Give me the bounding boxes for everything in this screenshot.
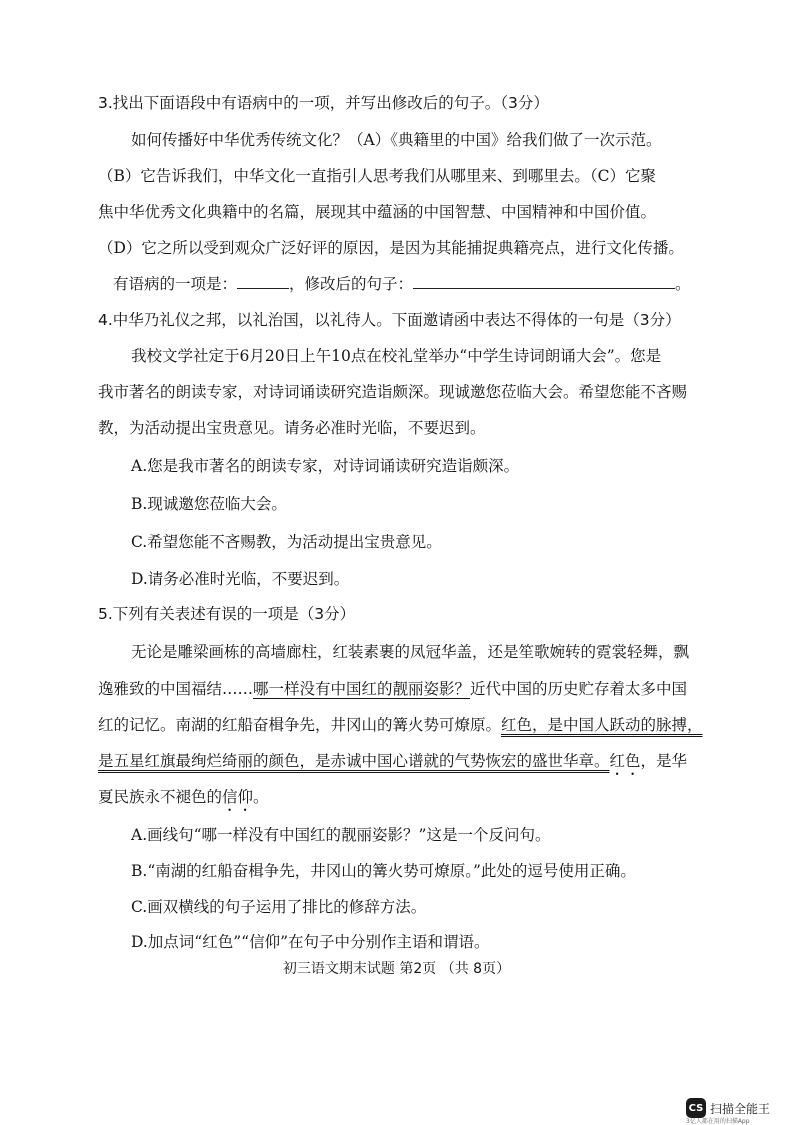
- question-4-option-d: D.请务必准时光临，不要迟到。: [131, 570, 350, 588]
- single-underlined-sentence: 哪一样没有中国红的靓丽姿影？: [253, 680, 471, 698]
- passage-text: 。: [253, 788, 269, 806]
- passage-text: 逸雅致的中国福结……: [98, 680, 254, 698]
- question-5-option-a: A.画线句“哪一样没有中国红的靓丽姿影？”这是一个反问句。: [131, 826, 551, 844]
- passage-text: 红的记忆。南湖的红船奋楫争先，井冈山的篝火势可燎原。: [98, 716, 502, 734]
- dotted-word-xinyang: 信仰: [222, 788, 254, 806]
- question-4-option-a: A.您是我市著名的朗读专家，对诗词诵读研究造诣颇深。: [131, 457, 520, 475]
- double-underlined-sentence: 是五星红旗最绚烂绮丽的颜色，是赤诚中国心谱就的气势恢宏的盛世华章。: [98, 752, 610, 770]
- question-4-passage-line: 我市著名的朗读专家，对诗词诵读研究造诣颇深。现诚邀您莅临大会。希望您能不吝赐: [98, 383, 688, 401]
- dotted-word-hongse: 红色: [609, 752, 641, 770]
- answer-label-sentence: ，修改后的句子：: [289, 275, 414, 293]
- question-3-answer-line: [113, 274, 691, 294]
- question-4-option-b: B.现诚邀您莅临大会。: [131, 495, 287, 513]
- passage-text: 夏民族永不褪色的: [98, 788, 223, 806]
- question-3-title: 3.找出下面语段中有语病中的一项，并写出修改后的句子。（3分）: [98, 94, 549, 112]
- question-4-title: 4.中华乃礼仪之邦，以礼治国，以礼待人。下面邀请函中表达不得体的一句是（3分）: [98, 311, 681, 329]
- question-5-title: 5.下列有关表述有误的一项是（3分）: [98, 605, 356, 623]
- scanner-brand-name: 扫描全能王: [710, 1101, 771, 1116]
- question-5-option-c: C.画双横线的句子运用了排比的修辞方法。: [131, 898, 427, 916]
- question-4-passage-line: 我校文学社定于6月20日上午10点在校礼堂举办“中学生诗词朗诵大会”。您是: [131, 347, 662, 365]
- answer-blank-sentence[interactable]: [413, 274, 675, 289]
- passage-text: 近代中国的历史贮存着太多中国: [470, 680, 688, 698]
- question-5-passage-line: [98, 751, 687, 779]
- question-5-option-d: D.加点词“红色”“信仰”在句子中分别作主语和谓语。: [131, 933, 490, 951]
- scanner-watermark: [686, 1098, 770, 1118]
- question-3-passage-line: 如何传播好中华优秀传统文化？（A）《典籍里的中国》给我们做了一次示范。: [131, 131, 662, 149]
- question-4-option-c: C.希望您能不吝赐教，为活动提出宝贵意见。: [131, 533, 442, 551]
- question-3-passage-line: （D）它之所以受到观众广泛好评的原因，是因为其能捕捉典籍亮点，进行文化传播。: [98, 239, 684, 257]
- page-footer: 初三语文期末试题 第2页 （共 8页）: [282, 961, 511, 977]
- question-5-passage-line: [98, 787, 269, 815]
- answer-blank-item[interactable]: [237, 274, 289, 289]
- camscanner-icon: CS: [686, 1098, 706, 1118]
- scanner-tagline: 3亿人都在用的扫描App: [686, 1118, 750, 1125]
- question-5-passage-line: 无论是雕梁画栋的高墙廊柱，红装素裹的凤冠华盖，还是笙歌婉转的霓裳轻舞，飘: [131, 643, 690, 661]
- question-5-passage-line: [98, 715, 703, 735]
- passage-text: ，是华: [640, 752, 688, 770]
- answer-label-item: 有语病的一项是：: [113, 275, 238, 293]
- question-4-passage-line: 教，为活动提出宝贵意见。请务必准时光临，不要迟到。: [98, 419, 486, 437]
- question-3-passage-line: （B）它告诉我们，中华文化一直指引人思考我们从哪里来、到哪里去。（C）它聚: [98, 167, 657, 185]
- question-3-passage-line: 焦中华优秀文化典籍中的名篇，展现其中蕴涵的中国智慧、中国精神和中国价值。: [98, 203, 657, 221]
- question-5-option-b: B.“南湖的红船奋楫争先，井冈山的篝火势可燎原。”此处的逗号使用正确。: [131, 862, 636, 880]
- question-5-passage-line: [98, 679, 687, 699]
- double-underlined-sentence: 红色，是中国人跃动的脉搏，: [501, 716, 703, 734]
- answer-end: 。: [675, 275, 691, 293]
